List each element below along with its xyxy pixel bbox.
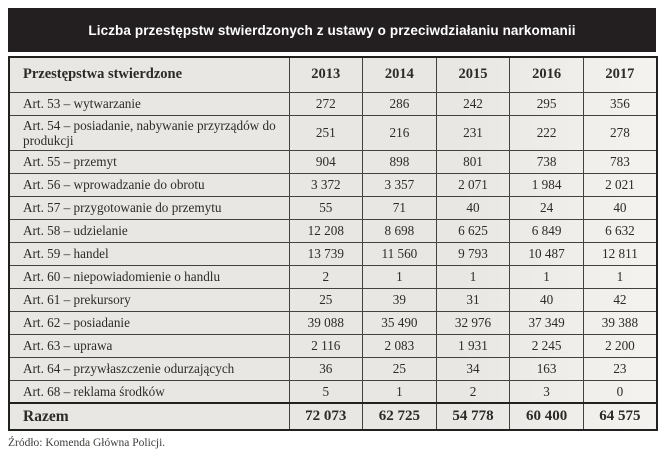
row-value: 12 208 [289, 219, 363, 242]
row-label: Art. 59 – handel [9, 242, 289, 265]
row-value: 2 245 [510, 334, 584, 357]
row-value: 1 [363, 265, 437, 288]
total-value: 54 778 [436, 403, 510, 430]
row-value: 2 071 [436, 173, 510, 196]
column-header-year: 2015 [436, 57, 510, 92]
row-value: 11 560 [363, 242, 437, 265]
row-value: 39 388 [583, 311, 657, 334]
row-value: 71 [363, 196, 437, 219]
total-value: 62 725 [363, 403, 437, 430]
row-value: 163 [510, 357, 584, 380]
row-value: 34 [436, 357, 510, 380]
row-value: 25 [363, 357, 437, 380]
row-value: 6 849 [510, 219, 584, 242]
row-label: Art. 63 – uprawa [9, 334, 289, 357]
row-value: 222 [510, 115, 584, 150]
row-value: 31 [436, 288, 510, 311]
row-value: 272 [289, 92, 363, 115]
row-value: 0 [583, 380, 657, 403]
row-value: 32 976 [436, 311, 510, 334]
row-value: 1 [510, 265, 584, 288]
table-row [9, 150, 657, 173]
row-label: Art. 68 – reklama środków [9, 380, 289, 403]
row-value: 3 [510, 380, 584, 403]
table-title-bar [8, 8, 656, 52]
row-value: 2 [289, 265, 363, 288]
row-value: 42 [583, 288, 657, 311]
row-label: Art. 58 – udzielanie [9, 219, 289, 242]
total-value: 72 073 [289, 403, 363, 430]
row-value: 12 811 [583, 242, 657, 265]
row-value: 216 [363, 115, 437, 150]
row-value: 13 739 [289, 242, 363, 265]
row-value: 2 [436, 380, 510, 403]
table-title: Liczba przestępstw stwierdzonych z ustawy o przeciwdziałaniu narkomanii [88, 22, 576, 38]
column-header-year: 2013 [289, 57, 363, 92]
row-value: 40 [583, 196, 657, 219]
crime-stats-table [8, 56, 658, 431]
table-row [9, 380, 657, 403]
total-value: 64 575 [583, 403, 657, 430]
row-value: 286 [363, 92, 437, 115]
row-value: 6 625 [436, 219, 510, 242]
row-value: 36 [289, 357, 363, 380]
row-value: 278 [583, 115, 657, 150]
row-value: 295 [510, 92, 584, 115]
row-value: 1 [363, 380, 437, 403]
row-value: 1 [583, 265, 657, 288]
row-value: 3 372 [289, 173, 363, 196]
row-value: 801 [436, 150, 510, 173]
row-value: 23 [583, 357, 657, 380]
table-row [9, 219, 657, 242]
row-value: 2 116 [289, 334, 363, 357]
row-value: 231 [436, 115, 510, 150]
row-label: Art. 54 – posiadanie, nabywanie przyrządów do produkcji [9, 115, 289, 150]
row-value: 55 [289, 196, 363, 219]
row-value: 39 088 [289, 311, 363, 334]
row-label: Art. 56 – wprowadzanie do obrotu [9, 173, 289, 196]
row-value: 8 698 [363, 219, 437, 242]
row-value: 24 [510, 196, 584, 219]
row-value: 39 [363, 288, 437, 311]
total-row [9, 403, 657, 430]
row-value: 37 349 [510, 311, 584, 334]
column-header-label: Przestępstwa stwierdzone [9, 57, 289, 92]
table-row [9, 115, 657, 150]
row-value: 242 [436, 92, 510, 115]
table-body [9, 92, 657, 403]
column-header-year: 2016 [510, 57, 584, 92]
total-value: 60 400 [510, 403, 584, 430]
row-value: 5 [289, 380, 363, 403]
row-value: 2 021 [583, 173, 657, 196]
row-value: 35 490 [363, 311, 437, 334]
row-label: Art. 64 – przywłaszczenie odurzających [9, 357, 289, 380]
row-label: Art. 60 – niepowiadomienie o handlu [9, 265, 289, 288]
row-value: 1 [436, 265, 510, 288]
row-value: 40 [510, 288, 584, 311]
total-label: Razem [9, 403, 289, 430]
table-row [9, 92, 657, 115]
row-value: 9 793 [436, 242, 510, 265]
row-value: 904 [289, 150, 363, 173]
table-row [9, 334, 657, 357]
row-label: Art. 62 – posiadanie [9, 311, 289, 334]
table-row [9, 265, 657, 288]
header-row [9, 57, 657, 92]
row-value: 783 [583, 150, 657, 173]
row-value: 25 [289, 288, 363, 311]
row-value: 898 [363, 150, 437, 173]
column-header-year: 2014 [363, 57, 437, 92]
row-label: Art. 57 – przygotowanie do przemytu [9, 196, 289, 219]
table-row [9, 242, 657, 265]
row-value: 6 632 [583, 219, 657, 242]
row-value: 2 083 [363, 334, 437, 357]
table-row [9, 196, 657, 219]
row-value: 3 357 [363, 173, 437, 196]
table-row [9, 288, 657, 311]
row-value: 1 984 [510, 173, 584, 196]
row-value: 40 [436, 196, 510, 219]
row-value: 2 200 [583, 334, 657, 357]
table-row [9, 173, 657, 196]
table-row [9, 357, 657, 380]
row-label: Art. 53 – wytwarzanie [9, 92, 289, 115]
table-row [9, 311, 657, 334]
row-value: 356 [583, 92, 657, 115]
row-value: 10 487 [510, 242, 584, 265]
source-note: Źródło: Komenda Główna Policji. [8, 437, 166, 450]
row-value: 738 [510, 150, 584, 173]
row-label: Art. 55 – przemyt [9, 150, 289, 173]
column-header-year: 2017 [583, 57, 657, 92]
row-label: Art. 61 – prekursory [9, 288, 289, 311]
row-value: 1 931 [436, 334, 510, 357]
row-value: 251 [289, 115, 363, 150]
